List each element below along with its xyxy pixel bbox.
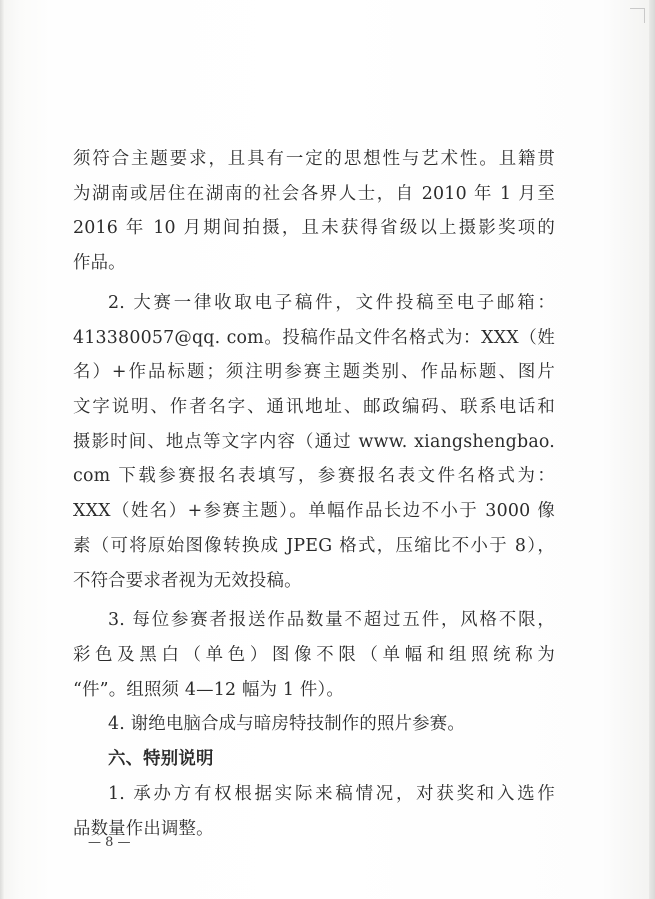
text-line: 3. 每位参赛者报送作品数量不超过五件，风格不限，: [108, 610, 555, 630]
text-line: 须符合主题要求，且具有一定的思想性与艺术性。且籍贯: [73, 149, 555, 169]
text-line: 1. 承办方有权根据实际来稿情况，对获奖和入选作: [108, 784, 555, 804]
text-line: “件”。组照须 4—12 幅为 1 件）。: [73, 680, 344, 700]
text-line: 2. 大赛一律收取电子稿件，文件投稿至电子邮箱：: [108, 293, 555, 313]
text-line: 不符合要求者视为无效投稿。: [73, 571, 302, 591]
text-line: 413380057@qq. com。投稿作品文件名格式为：XXX（姓: [73, 328, 555, 348]
text-line: 素（可将原始图像转换成 JPEG 格式，压缩比不小于 8），: [73, 536, 555, 556]
text-line: 文字说明、作者名字、通讯地址、邮政编码、联系电话和: [73, 397, 555, 417]
page-left-edge: [0, 0, 4, 899]
page-right-edge: [649, 0, 655, 899]
text-line: XXX（姓名）+参赛主题）。单幅作品长边不小于 3000 像: [73, 501, 555, 521]
text-line: 彩色及黑白（单色）图像不限（单幅和组照统称为: [73, 645, 555, 665]
text-line: 作品。: [73, 253, 126, 273]
text-line: 4. 谢绝电脑合成与暗房特技制作的照片参赛。: [108, 714, 465, 734]
text-line: 为湖南或居住在湖南的社会各界人士，自 2010 年 1 月至: [73, 184, 555, 204]
text-line: 名）+作品标题；须注明参赛主题类别、作品标题、图片: [73, 362, 555, 382]
text-line: com 下载参赛报名表填写，参赛报名表文件名格式为：: [73, 466, 555, 486]
scan-corner-mark: [630, 8, 645, 23]
text-line: 摄影时间、地点等文字内容（通过 www. xiangshengbao.: [73, 432, 555, 452]
text-line: 品数量作出调整。: [73, 819, 214, 839]
text-line: 2016 年 10 月期间拍摄，且未获得省级以上摄影奖项的: [73, 218, 555, 238]
section-heading: 六、特别说明: [108, 749, 214, 769]
page-number: — 8 —: [88, 835, 131, 850]
